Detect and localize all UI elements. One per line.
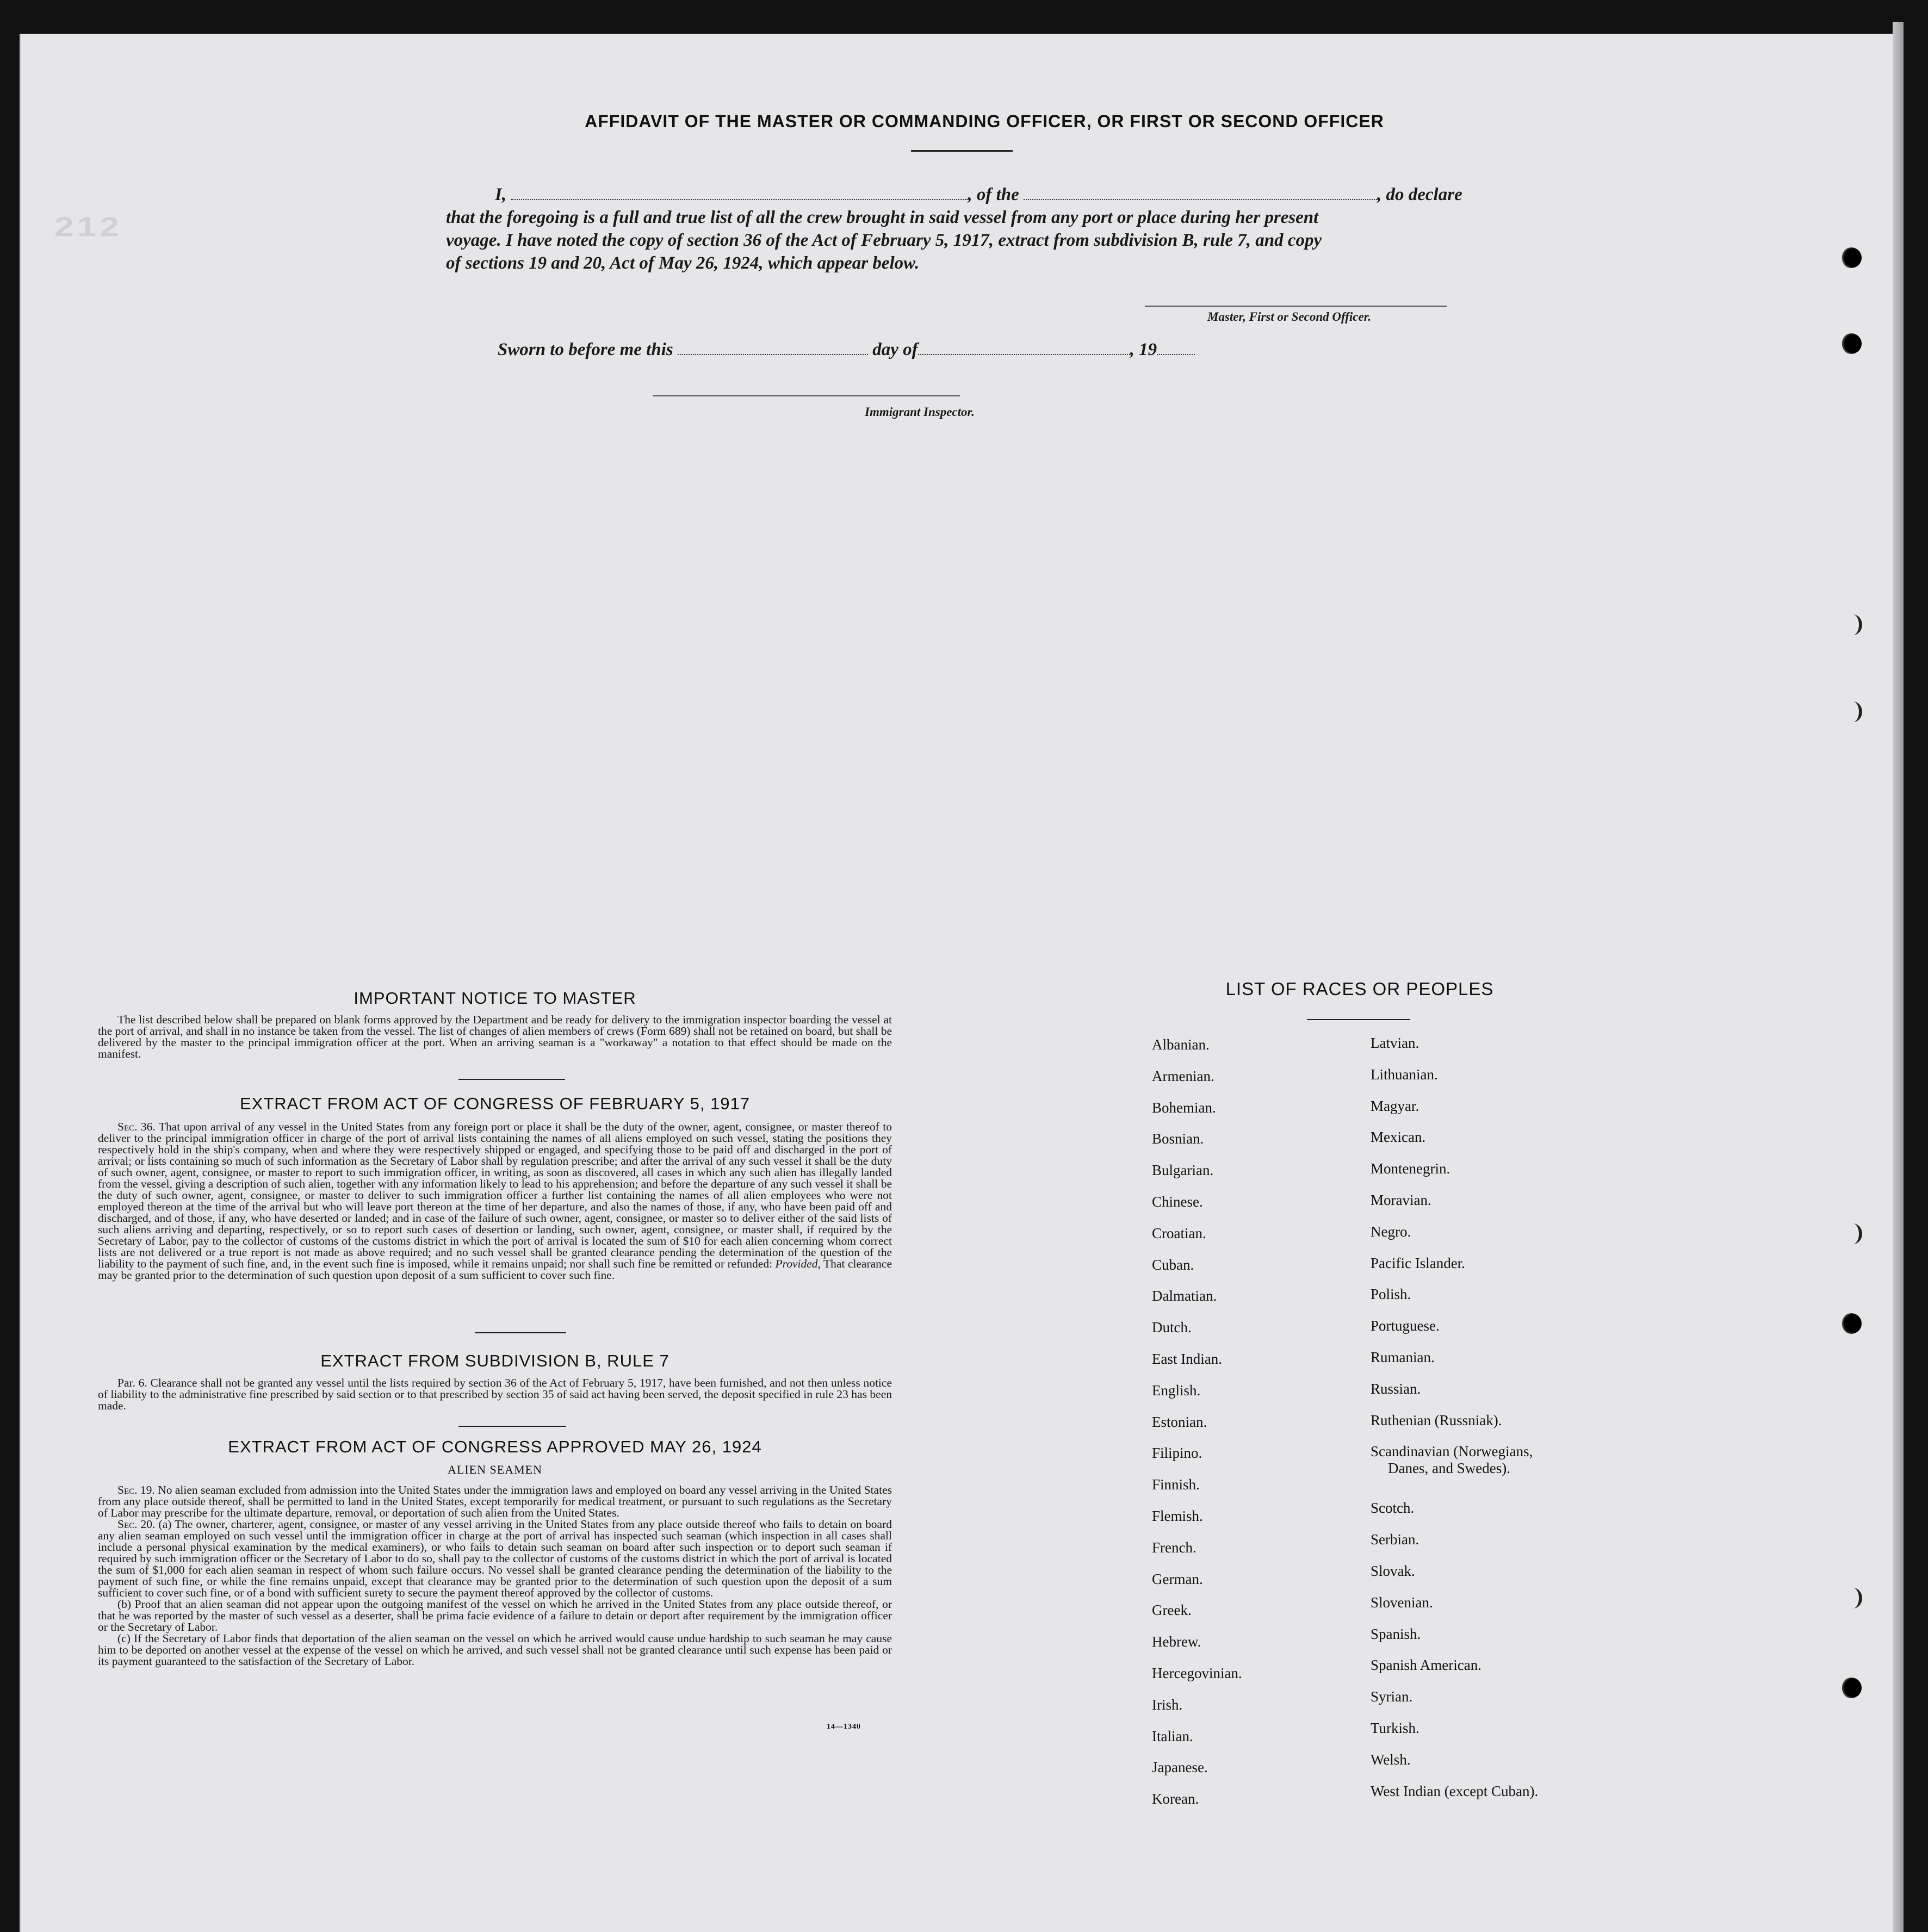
provided-word: Provided,	[775, 1257, 821, 1270]
alien-seamen-subtitle: ALIEN SEAMEN	[448, 1463, 542, 1476]
sworn-line	[498, 340, 1195, 360]
do-declare-label: , do declare	[1377, 185, 1462, 204]
form-number: 14—1340	[827, 1723, 861, 1731]
race-item: East Indian.	[1152, 1350, 1222, 1367]
affidavit-line-1	[495, 185, 1462, 205]
year-label: , 19	[1130, 340, 1157, 359]
race-item: Hercegovinian.	[1152, 1664, 1242, 1681]
sec36-text-end: That clearance may be granted prior to the determination of such question upon deposit of a sum sufficient to cover such fine.	[98, 1257, 892, 1282]
notice-text	[98, 1014, 892, 1060]
race-item: Armenian.	[1152, 1067, 1214, 1084]
race-item: Welsh.	[1371, 1751, 1411, 1768]
races-left-column	[1152, 1036, 1242, 1822]
extract-1924-text	[98, 1484, 892, 1667]
section-rule	[458, 1426, 566, 1427]
race-item: Cuban.	[1152, 1256, 1194, 1273]
race-item: Negro.	[1371, 1223, 1411, 1240]
notice-paragraph: The list described below shall be prepared on blank forms approved by the Department and be ready for delivery to the immigration inspector boarding the vessel at the port of arrival, and shall in no instance be taken from the vessel. The list of changes of alien members of crews (Form 689) shall not be retained on board, but shall be delivered by the master to the principal immigration officer at the port. When an arriving seaman is a "workaway" a notation to that effect should be made on the manifest.	[98, 1013, 892, 1060]
extract-1924-title: EXTRACT FROM ACT OF CONGRESS APPROVED MAY 26, 1924	[228, 1437, 762, 1456]
binder-hole	[1841, 333, 1862, 354]
notice-title: IMPORTANT NOTICE TO MASTER	[354, 989, 636, 1008]
race-item: Flemish.	[1152, 1507, 1203, 1524]
race-item: Lithuanian.	[1371, 1066, 1438, 1083]
race-item: Syrian.	[1371, 1688, 1413, 1705]
race-item: Hebrew.	[1152, 1633, 1201, 1650]
race-item: German.	[1152, 1570, 1203, 1587]
extract-1917-title: EXTRACT FROM ACT OF CONGRESS OF FEBRUARY 5, 1917	[239, 1094, 751, 1113]
race-item: Dutch.	[1152, 1319, 1192, 1336]
race-item: Portuguese.	[1371, 1318, 1440, 1334]
race-item: Japanese.	[1152, 1759, 1208, 1776]
race-item: Polish.	[1371, 1286, 1411, 1303]
sec19-text: No alien seaman excluded from admission into the United States under the immigration laws and employed on board any vessel arriving in the United States from any place outside thereof, shall be permitted to land in the United States, except temporarily for medical treatment, or pursuant to such regulations as the Secretary of Labor may prescribe for the ultimate departure, removal, or deportation of such alien from the United States.	[98, 1483, 892, 1519]
sec20c-text: (c) If the Secretary of Labor finds that deportation of the alien seaman on the vessel on which he arrived would cause undue hardship to such seaman he may cause him to be deported on another vessel at the expense of the vessel on which he arrived, and such vessel shall not be granted clearance until such expense has been paid or its payment guaranteed to the satisfaction of the Secretary of Labor.	[98, 1632, 892, 1668]
affidavit-line-4: of sections 19 and 20, Act of May 26, 1924, which appear below.	[446, 253, 920, 273]
race-item: Korean.	[1152, 1791, 1199, 1807]
race-item: Latvian.	[1371, 1035, 1419, 1051]
binder-hole	[1844, 614, 1862, 635]
race-item: Chinese.	[1152, 1193, 1203, 1210]
race-item: Slovak.	[1371, 1562, 1415, 1579]
race-item: French.	[1152, 1539, 1197, 1556]
sec36-text: That upon arrival of any vessel in the United States from any foreign port or place it shall be the duty of the owner, agent, consignee, or master thereof to deliver to the principal immigration officer in charge of the port of arrival lists containing the names of all aliens employed on such vessel, stating the positions they respectively hold in the ship's company, when and where they were respectively shipped or engaged, and specifying those to be paid off and discharged in the port of arrival; or lists containing so much of such information as the Secretary of Labor shall by regulation prescribe; and after the arrival of any such vessel it shall be the duty of such owner, agent, consignee, or master to report to such immigration officer, in writing, as soon as discovered, all cases in which any such alien has illegally landed from the vessel, giving a description of such alien, together with any information likely to lead to his apprehension; and before the departure of any such vessel it shall be the duty of such owner, agent, consignee, or master to deliver to such immigration officer a further list containing the names of all alien employees who were not employed thereon at the time of the arrival but who will leave port thereon at the time of her departure, and also the names of those, if any, who have been paid off and discharged, and of those, if any, who have deserted or landed; and in case of the failure of such owner, agent, consignee, or master so to deliver either of the said lists of such aliens arriving and departing, respectively, or so to report such cases of desertion or landing, such owner, agent, consignee, or master shall, if required by the Secretary of Labor, pay to the collector of customs of the customs district in which the port of arrival is located the sum of $10 for each alien concerning whom correct lists are not delivered or a true report is not made as above required; and no such vessel shall be granted clearance pending the determination of the question of the liability to the payment of such fine, and, in the event such fine is imposed, while it remains unpaid; nor shall such fine be remitted or refunded:	[98, 1120, 892, 1270]
race-item: Rumanian.	[1371, 1349, 1435, 1365]
affidavit-title: AFFIDAVIT OF THE MASTER OR COMMANDING OFFICER, OR FIRST OR SECOND OFFICER	[585, 111, 1384, 131]
affidavit-line-2: that the foregoing is a full and true list of all the crew brought in said vessel from any port or place during her present	[446, 208, 1319, 227]
races-title-rule	[1307, 1019, 1410, 1020]
extract-1917-text	[98, 1121, 892, 1281]
affidavit-line-3: voyage. I have noted the copy of section 36 of the Act of February 5, 1917, extract from subdivision B, rule 7, and copy	[446, 231, 1322, 250]
race-item: Mexican.	[1371, 1129, 1426, 1146]
vessel-blank[interactable]	[1024, 199, 1377, 200]
binder-hole	[1841, 247, 1862, 268]
binder-hole	[1841, 1313, 1862, 1334]
binder-hole	[1844, 1223, 1862, 1244]
inspector-label: Immigrant Inspector.	[865, 405, 975, 419]
race-item: Greek.	[1152, 1602, 1192, 1619]
race-item: Finnish.	[1152, 1476, 1200, 1493]
race-item: English.	[1152, 1382, 1201, 1399]
i-label: I,	[495, 185, 507, 204]
race-item: Moravian.	[1371, 1191, 1431, 1208]
sec20b-text: (b) Proof that an alien seaman did not appear upon the outgoing manifest of the vessel on which he arrived in the United States from any place outside thereof, or that he was reported by the master of such vessel as a deserter, shall be prima facie evidence of a failure to detain or deport after requirement by the immigration officer or the Secretary of Labor.	[98, 1598, 892, 1633]
title-rule	[911, 150, 1013, 152]
sec20-label: Sec. 20.	[117, 1518, 156, 1531]
race-item: Estonian.	[1152, 1413, 1207, 1430]
race-item: Dalmatian.	[1152, 1288, 1217, 1304]
page-edge	[1893, 22, 1904, 1932]
section-rule	[458, 1079, 565, 1080]
race-item: Scotch.	[1371, 1500, 1415, 1517]
sworn-label: Sworn to before me this	[498, 340, 673, 359]
race-item: Spanish.	[1371, 1625, 1421, 1642]
race-item: Magyar.	[1371, 1097, 1419, 1114]
day-of-label: day of	[872, 340, 918, 359]
race-item: Spanish American.	[1371, 1657, 1481, 1674]
master-signature-label: Master, First or Second Officer.	[1207, 310, 1372, 324]
race-item: Bulgarian.	[1152, 1162, 1214, 1179]
rule7-paragraph: Par. 6. Clearance shall not be granted any vessel until the lists required by section 36 of the Act of February 5, 1917, have been furnished, and not then unless notice of liability to the administrative fine prescribed by said section or to that prescribed by section 35 of said act having been served, the deposit specified in rule 23 has been made.	[98, 1376, 892, 1412]
race-item: Serbian.	[1371, 1531, 1419, 1548]
race-item: Bosnian.	[1152, 1130, 1204, 1147]
race-item: Albanian.	[1152, 1036, 1210, 1053]
binder-hole	[1844, 1588, 1862, 1608]
race-item: Bohemian.	[1152, 1099, 1216, 1116]
extract-rule7-text	[98, 1377, 892, 1412]
master-signature-line[interactable]	[1145, 306, 1447, 307]
race-item: Italian.	[1152, 1728, 1193, 1744]
race-item: Croatian.	[1152, 1225, 1206, 1241]
race-item: Filipino.	[1152, 1445, 1202, 1462]
sec20a-text: (a) The owner, charterer, agent, consignee, or master of any vessel arriving in the United States from any place outside thereof who fails to detain on board any alien seaman employed on such vessel until the immigration officer in charge at the port of arrival has inspected such seaman (which inspection in all cases shall include a personal physical examination by the medical examiners), or who fails to detain such seaman on board after such inspection or to deport such seaman if required by such immigration officer or the Secretary of Labor to do so, shall pay to the collector of customs of the customs district in which the port of arrival is located the sum of $1,000 for each alien seaman in respect of whom such failure occurs. No vessel shall be granted clearance pending the determination of the liability to the payment of such fine, or while the fine remains unpaid, except that clearance may be granted prior to the determination of such question upon the deposit of a sum sufficient to cover such fine, or of a bond with sufficient surety to secure the payment thereof approved by the collector of customs.	[98, 1518, 892, 1599]
inspector-signature-line[interactable]	[653, 395, 960, 396]
race-item: Irish.	[1152, 1696, 1183, 1713]
race-item: Scandinavian (Norwegians,	[1371, 1443, 1533, 1460]
races-title: LIST OF RACES OR PEOPLES	[1225, 979, 1494, 999]
race-item: Ruthenian (Russniak).	[1371, 1412, 1502, 1428]
race-item: West Indian (except Cuban).	[1371, 1782, 1539, 1799]
binder-hole	[1844, 701, 1862, 722]
margin-stamp: 212	[54, 211, 122, 243]
year-blank[interactable]	[1157, 354, 1195, 355]
day-blank[interactable]	[678, 354, 868, 355]
sec19-label: Sec. 19.	[117, 1483, 155, 1496]
binder-hole	[1841, 1678, 1862, 1698]
race-item-continuation: Danes, and Swedes).	[1388, 1460, 1510, 1477]
extract-rule7-title: EXTRACT FROM SUBDIVISION B, RULE 7	[320, 1351, 669, 1370]
race-item-scandinavian	[1371, 1443, 1538, 1500]
race-item: Turkish.	[1371, 1719, 1419, 1736]
race-item: Russian.	[1371, 1380, 1421, 1397]
of-the-label: , of the	[968, 185, 1019, 204]
sec36-label: Sec. 36.	[117, 1120, 156, 1133]
name-blank[interactable]	[511, 199, 968, 200]
race-item: Pacific Islander.	[1371, 1254, 1465, 1271]
races-right-column	[1371, 1035, 1538, 1814]
race-item: Slovenian.	[1371, 1594, 1433, 1611]
section-rule	[475, 1332, 566, 1333]
month-blank[interactable]	[918, 354, 1130, 355]
race-item: Montenegrin.	[1371, 1160, 1450, 1177]
